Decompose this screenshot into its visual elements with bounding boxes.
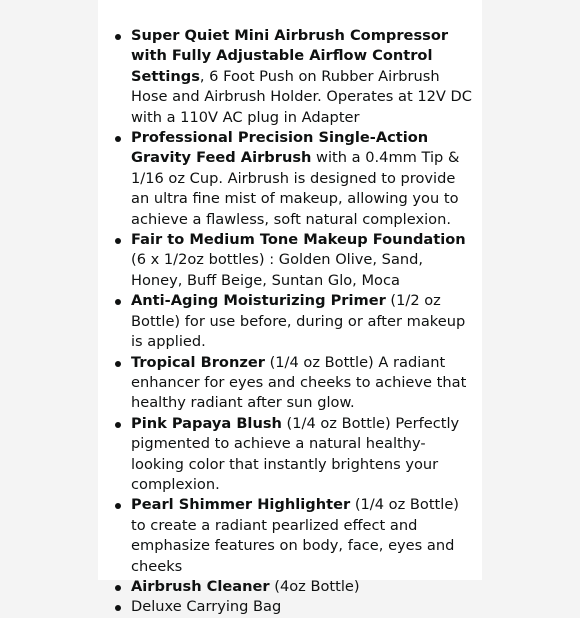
- bullet-icon: [115, 34, 121, 40]
- feature-text: (6 x 1/2oz bottles) : Golden Olive, Sand, Honey, Buff Beige, Suntan Glo, Moca: [131, 251, 424, 289]
- bullet-icon: [115, 361, 121, 367]
- list-item: [98, 128, 482, 230]
- feature-title: Pink Papaya Blush: [131, 414, 282, 432]
- feature-list: [98, 26, 482, 618]
- bullet-icon: [115, 585, 121, 591]
- feature-text: , 6 Foot Push on Rubber Airbrush Hose and Airbrush Holder. Operates at 12V DC with a 110V AC plug in Adapter: [131, 67, 472, 126]
- list-item: [98, 577, 482, 597]
- bullet-icon: [115, 605, 121, 611]
- list-item: [98, 495, 482, 577]
- feature-text: Deluxe Carrying Bag: [131, 598, 282, 616]
- bullet-icon: [115, 503, 121, 509]
- feature-text: (1/4 oz Bottle) Perfectly pigmented to achieve a natural healthy-looking color that instantly brightens your complexion.: [131, 414, 460, 493]
- bullet-icon: [115, 422, 121, 428]
- feature-title: Pearl Shimmer Highlighter: [131, 496, 351, 514]
- list-item: [98, 597, 482, 617]
- feature-title: Super Quiet Mini Airbrush Compressor with Fully Adjustable Airflow Control Settings: [131, 27, 449, 85]
- list-item: [98, 353, 482, 414]
- list-item: [98, 26, 482, 128]
- feature-text: (1/2 oz Bottle) for use before, during or after makeup is applied.: [131, 292, 466, 351]
- bullet-icon: [115, 136, 121, 142]
- bullet-icon: [115, 299, 121, 305]
- feature-title: Anti-Aging Moisturizing Primer: [131, 292, 386, 310]
- feature-text: (1/4 oz Bottle) to create a radiant pearlized effect and emphasize features on body, face, eyes and cheeks: [131, 496, 459, 575]
- feature-text: (4oz Bottle): [269, 577, 360, 595]
- feature-text: with a 0.4mm Tip & 1/16 oz Cup. Airbrush is designed to provide an ultra fine mist of makeup, allowing you to achieve a flawless, soft natural complexion.: [131, 149, 460, 228]
- feature-title: Professional Precision Single-Action Gravity Feed Airbrush: [131, 129, 429, 167]
- bullet-icon: [115, 238, 121, 244]
- product-description-card: [98, 0, 482, 616]
- feature-text: (1/4 oz Bottle) A radiant enhancer for eyes and cheeks to achieve that healthy radiant after sun glow.: [131, 353, 467, 412]
- list-item: [98, 414, 482, 496]
- feature-title: Tropical Bronzer: [131, 353, 265, 371]
- list-item: [98, 230, 482, 291]
- list-item: [98, 291, 482, 352]
- feature-title: Fair to Medium Tone Makeup Foundation: [131, 231, 466, 249]
- feature-title: Airbrush Cleaner: [131, 577, 270, 595]
